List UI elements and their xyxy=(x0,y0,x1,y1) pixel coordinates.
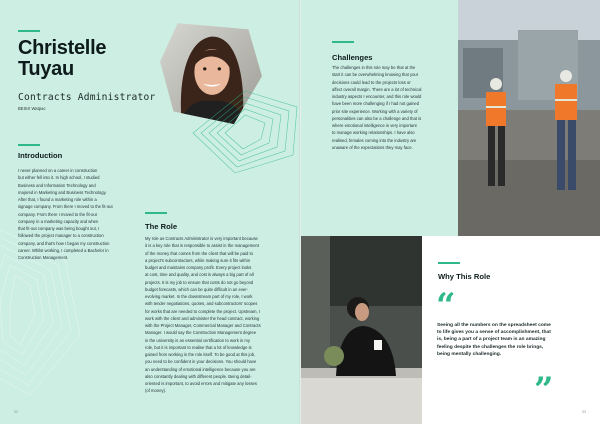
person-name xyxy=(18,38,106,80)
the-role-text: My role as Contracts Administrator is very important because it is a key role that is responsible to assist in the management of the money that comes from the client that will be paid to a project's subcontractors, while making sure it fits within budget and maintains company profit. Every project looks at cost, time and quality, and cost is always a big part of all projects. It is my job to ensure that costs do not go beyond budget forecasts, which can be quite difficult in an ever- evolving market. In the downstream part of my role, I work with tender negotiations, quotes, and subcontractors' scopes for works that are needed to complete the project. Upstream, I work with the client and administer the head contract, working with the Project Manager, Commercial Manager and Contracts Manager. I would say the Construction Management degree in the university is an essential certification to work in my role, but it is important to realise that a lot of knowledge is gained from working in the role itself. To be good at this job, you need to be confident in your decisions. You should have an understanding of emotional intelligence because you are also constantly dealing with different people. Being detail- oriented is important, to avoid errors and mitigate any losses (of money). xyxy=(145,236,261,394)
introduction-text: I never planned on a career in construction but either fell into it. In high school, I studied Business and Information Technology and majored in Marketing and Business Technology. After that, I found a marketing role within a signage company. From there I moved to the fit-out company. From there I moved to the fit-out company in a marketing capacity and when that fit-out company was being bought out, I followed the project manager to a construction company, and that's how I began my construction career. Whilst working, I completed a Bachelor in Construction Management. xyxy=(18,168,113,260)
job-title: Contracts Administrator xyxy=(18,92,156,103)
close-quote-icon: ” xyxy=(534,370,554,410)
name-accent-line xyxy=(18,30,40,32)
page-number-left: 32 xyxy=(14,410,18,414)
why-this-role-heading: Why This Role xyxy=(438,272,491,281)
intro-accent-line xyxy=(18,144,40,146)
spine-shadow xyxy=(299,0,301,424)
site-photo-image xyxy=(458,0,600,236)
name-last: Tuyau xyxy=(18,58,74,80)
page-number-right: 33 xyxy=(582,410,586,414)
challenges-accent-line xyxy=(332,41,354,43)
office-photo xyxy=(300,236,422,424)
the-role-heading: The Role xyxy=(145,222,178,231)
challenges-text: The challenges in this role may be that at the start it can be overwhelming knowing that your decisions could lead to the projects loss or affect overall margin. There are a lot of technical industry aspects I encounter, and this role would have been more challenging if I had not gained prior site experience. Working with a variety of personalities can also be a challenge and that is where emotional intelligence is very important to manage working relationships. I have also realised, females coming into the industry are unaware of the expectations they may face. xyxy=(332,65,422,150)
contour-pattern-icon xyxy=(185,85,300,175)
right-page xyxy=(300,0,600,424)
name-first: Christelle xyxy=(18,37,107,59)
introduction-heading: Introduction xyxy=(18,151,63,160)
role-accent-line xyxy=(145,212,167,214)
company-name: BESIX Watpac xyxy=(18,106,46,111)
office-photo-image xyxy=(300,236,422,424)
challenges-heading: Challenges xyxy=(332,53,373,62)
site-photo xyxy=(458,0,600,236)
quote-text: Seeing all the numbers on the spreadsheet come to life gives you a sense of accomplishment, that is, being a part of a project team is an amazing feeling despite the challenges the role brings, being mentally challenging. xyxy=(437,323,551,357)
why-accent-line xyxy=(438,262,460,264)
open-quote-icon: “ xyxy=(436,286,456,326)
